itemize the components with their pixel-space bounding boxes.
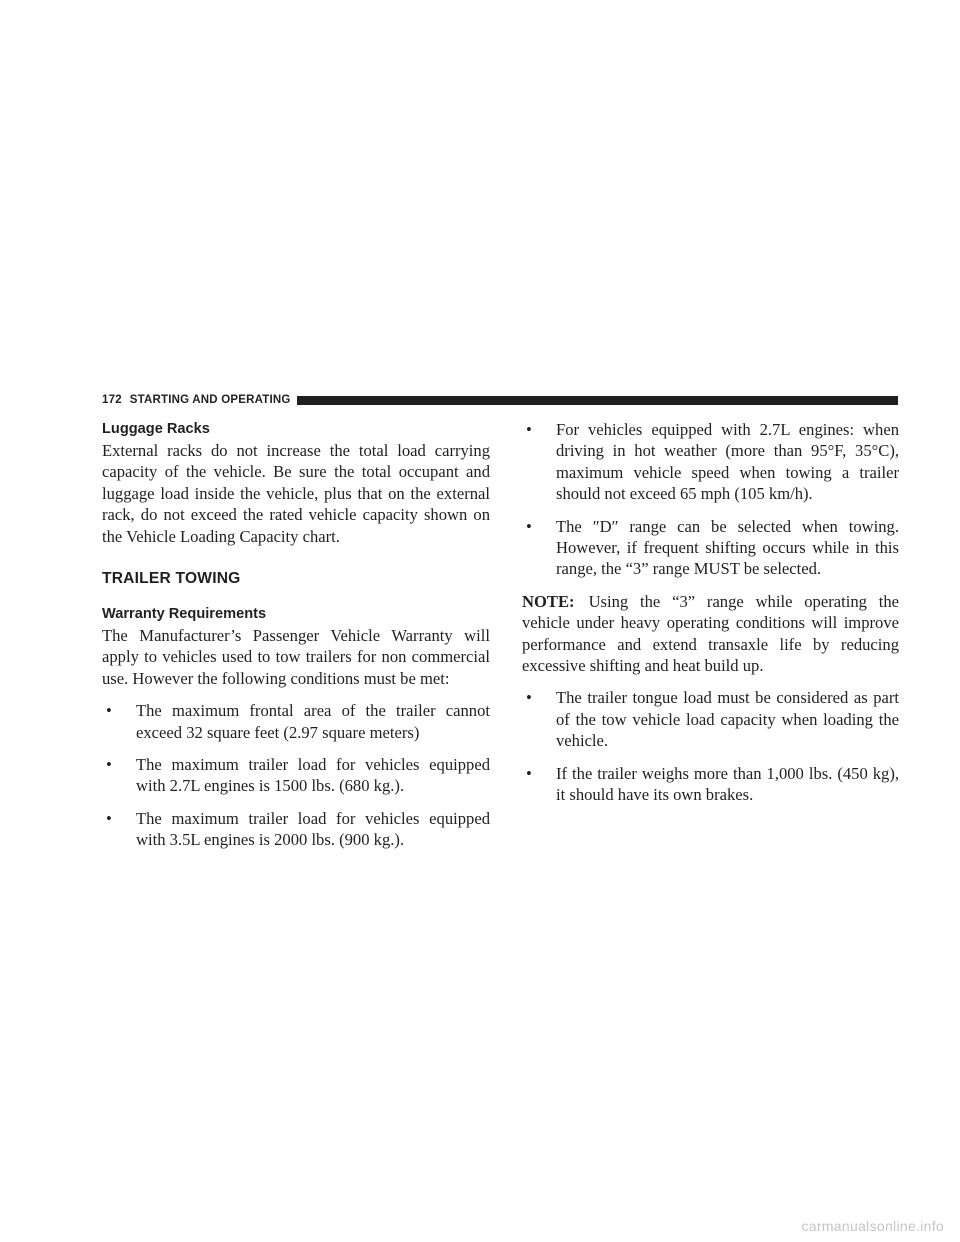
bullet-icon: • <box>526 420 532 439</box>
site-watermark: carmanualsonline.info <box>801 1218 944 1234</box>
header-rule <box>297 396 898 405</box>
warranty-requirements-heading: Warranty Requirements <box>102 606 267 623</box>
list-item <box>522 763 899 806</box>
towing-conditions-list <box>522 419 899 580</box>
note-text: Using the “3” range while operating the vehicle under heavy operating conditions will improve performance and extend transaxle life by reducing excessive shifting and heat build up. <box>522 591 899 676</box>
warranty-conditions-list <box>102 700 490 850</box>
bullet-icon: • <box>106 808 112 828</box>
list-item-text: The ″D″ range can be selected when towing. However, if frequent shifting occurs while in this range, the “3” range MUST be selected. <box>556 516 899 579</box>
list-item-text: The trailer tongue load must be considered as part of the tow vehicle load capacity when loading the vehicle. <box>556 688 899 751</box>
list-item <box>522 419 899 505</box>
page-header <box>102 393 898 407</box>
list-item-text: The maximum trailer load for vehicles equipped with 2.7L engines is 1500 lbs. (680 kg.). <box>136 755 490 796</box>
list-item-text: The maximum trailer load for vehicles equipped with 3.5L engines is 2000 lbs. (900 kg.). <box>136 808 490 850</box>
list-item <box>522 516 899 580</box>
bullet-icon: • <box>526 516 532 536</box>
bullet-icon: • <box>106 755 112 775</box>
bullet-icon: • <box>106 701 112 721</box>
bullet-icon: • <box>526 688 532 708</box>
luggage-racks-heading: Luggage Racks <box>102 421 210 437</box>
list-item <box>102 754 490 797</box>
note-label: NOTE: <box>522 591 575 611</box>
trailer-load-list <box>522 687 899 805</box>
right-column <box>522 419 899 806</box>
warranty-paragraph: The Manufacturer’s Passenger Vehicle Warranty will apply to vehicles used to tow trailers for non commercial use. However the following conditions must be met: <box>102 626 490 688</box>
left-column <box>102 419 490 851</box>
list-item-text: For vehicles equipped with 2.7L engines: when driving in hot weather (more than 95°F, 35°C), maximum vehicle speed when towing a trailer should not exceed 65 mph (105 km/h). <box>556 420 899 504</box>
luggage-racks-paragraph: External racks do not increase the total load carrying capacity of the vehicle. Be sure the total occupant and luggage load inside the vehicle, plus that on the external rack, do not exceed the rated vehicle capacity shown on the Vehicle Loading Capacity chart. <box>102 441 490 546</box>
list-item <box>102 700 490 743</box>
list-item <box>522 687 899 751</box>
trailer-towing-heading: TRAILER TOWING <box>102 570 241 588</box>
list-item-text: The maximum frontal area of the trailer cannot exceed 32 square feet (2.97 square meters) <box>136 701 490 742</box>
list-item <box>102 808 490 851</box>
bullet-icon: • <box>526 763 532 783</box>
page-number: 172 <box>102 394 122 406</box>
note-paragraph <box>522 591 899 677</box>
list-item-text: If the trailer weighs more than 1,000 lbs. (450 kg), it should have its own brakes. <box>556 763 899 805</box>
section-title: STARTING AND OPERATING <box>129 394 291 406</box>
